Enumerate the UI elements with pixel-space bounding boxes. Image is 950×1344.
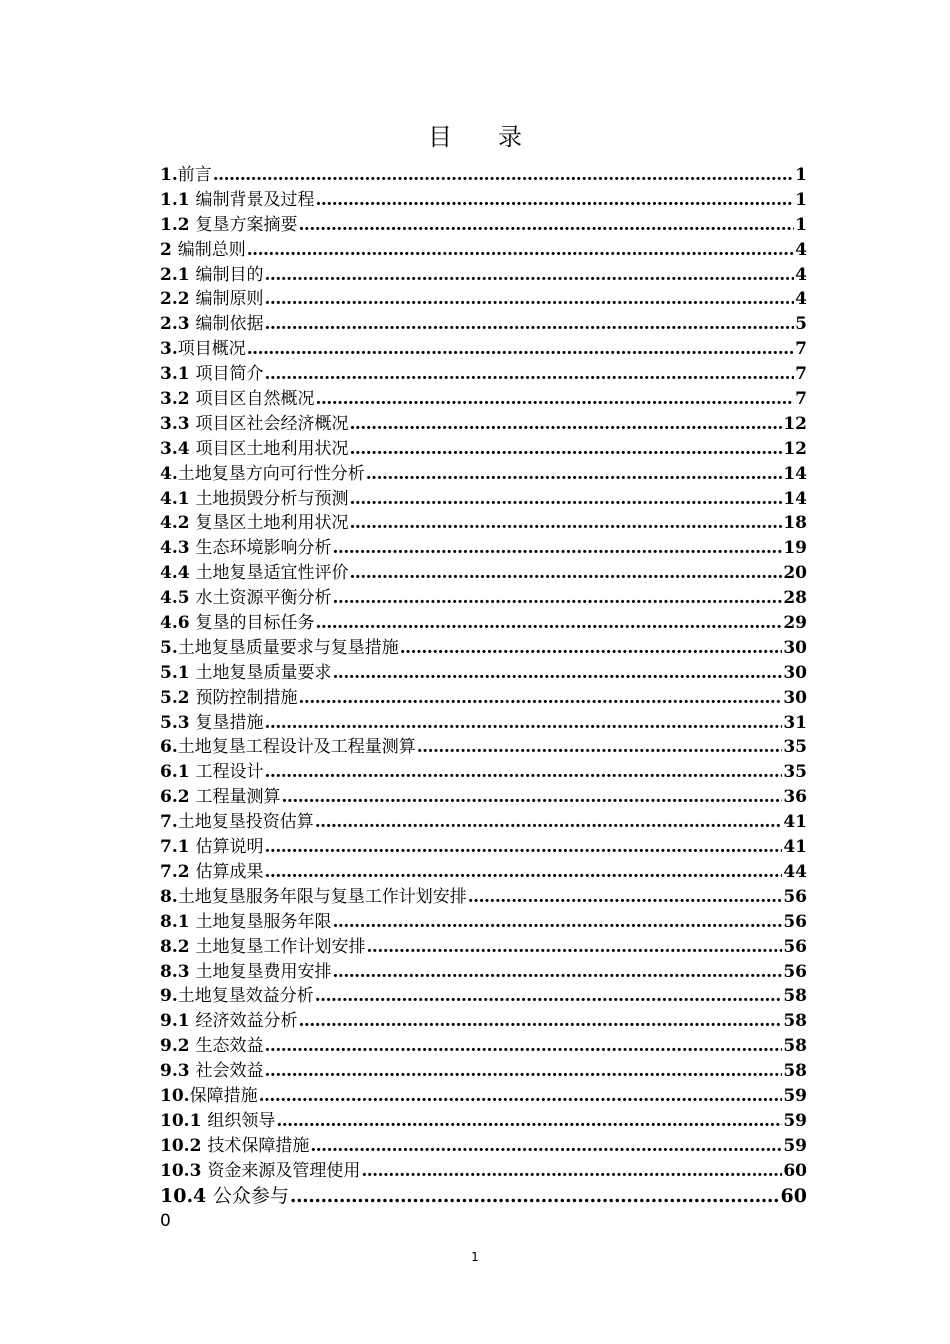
toc-entry-page: 12 [783,413,807,434]
toc-entry-page: 30 [783,662,807,683]
toc-entry-leader [350,561,783,586]
toc-entry-leader [265,835,783,860]
toc-entry-label [160,1184,289,1209]
toc-entry[interactable] [160,238,807,263]
toc-entry-page: 12 [783,438,807,459]
toc-entry-text: 土地复垦服务年限 [195,911,332,932]
toc-entry-label [160,661,332,686]
toc-entry-label [160,1109,275,1134]
toc-entry-page: 7 [795,339,807,360]
toc-entry-number: 2.3 [160,314,196,335]
toc-entry-text: 项目简介 [195,364,264,385]
toc-entry-page: 59 [783,1135,807,1156]
toc-entry-leader [265,1034,783,1059]
toc-entry[interactable] [160,412,807,437]
toc-entry[interactable] [160,1134,807,1159]
toc-entry-number: 2 [160,239,178,260]
toc-entry-page: 58 [783,986,807,1007]
toc-entry-leader [333,910,783,935]
toc-entry-label [160,387,315,412]
toc-entry-number: 9.1 [160,1011,196,1032]
toc-entry[interactable] [160,213,807,238]
toc-entry[interactable] [160,437,807,462]
toc-entry-label [160,760,264,785]
toc-entry-number: 4.3 [160,538,196,559]
toc-title-right: 录 [498,123,522,151]
toc-entry-text: 土地复垦服务年限与复垦工作计划安排 [177,886,467,907]
toc-entry[interactable] [160,586,807,611]
toc-entry-page: 14 [783,488,807,509]
toc-title-left: 目 [428,123,452,151]
toc-entry-number: 2.1 [160,264,196,285]
toc-entry-leader [333,586,783,611]
toc-entry-label [160,487,349,512]
toc-entry-label [160,960,332,985]
toc-entry-leader [213,163,794,188]
toc-entry-label [160,686,298,711]
toc-entry-page: 4 [795,289,807,310]
toc-entry-leader [367,935,783,960]
toc-entry-page: 14 [783,463,807,484]
toc-entry-number: 2.2 [160,289,196,310]
toc-entry-label [160,287,264,312]
toc-entry-number: 10.1 [160,1110,208,1131]
toc-entry-text: 土地复垦工作计划安排 [195,936,366,957]
toc-entry-page: 60 [783,1160,807,1181]
toc-entry-page: 44 [783,861,807,882]
toc-entry-number: 8.3 [160,961,196,982]
toc-entry-page: 60 [780,1184,807,1207]
toc-entry-leader [265,860,783,885]
toc-entry-number: 10.4 [160,1184,213,1207]
toc-entry-number: 4. [160,463,178,484]
toc-entry[interactable] [160,1034,807,1059]
toc-entry-text: 估算成果 [195,861,264,882]
toc-entry[interactable] [160,188,807,213]
toc-entry-text: 土地复垦费用安排 [195,961,332,982]
toc-entry[interactable] [160,760,807,785]
toc-entry-label [160,611,315,636]
toc-entry-leader [350,487,783,512]
toc-entry-number: 6.2 [160,787,196,808]
toc-entry-number: 5.3 [160,712,196,733]
toc-entry-text: 生态效益 [195,1036,264,1057]
toc-entry-number: 6.1 [160,762,196,783]
toc-entry[interactable] [160,337,807,362]
toc-entry[interactable] [160,810,807,835]
toc-entry-text: 前言 [177,165,212,185]
toc-entry-number: 1.1 [160,189,196,210]
toc-entry-number: 10.2 [160,1135,208,1156]
toc-entry-page: 31 [783,712,807,733]
toc-entry-number: 8.1 [160,911,196,932]
toc-entry-leader [276,1109,782,1134]
toc-entry-number: 4.6 [160,613,196,634]
toc-entry-page: 5 [795,314,807,335]
page-number: 1 [471,1250,479,1264]
toc-entry-text: 工程量测算 [195,787,281,808]
toc-entry-label [160,561,349,586]
toc-entry-label [160,1159,360,1184]
toc-entry-page: 56 [783,936,807,957]
toc-entry-number: 7.1 [160,837,196,858]
toc-entry-leader [400,636,783,661]
toc-entry-label [160,337,246,362]
toc-entry-label [160,910,332,935]
toc-entry-number: 3.3 [160,413,196,434]
toc-entry-leader [366,462,783,487]
toc-title [0,122,950,152]
toc-entry[interactable] [160,1184,807,1209]
toc-entry-label [160,810,314,835]
toc-entry[interactable] [160,835,807,860]
toc-entry-text: 土地复垦效益分析 [177,986,314,1007]
toc-entry[interactable] [160,362,807,387]
toc-entry-page: 35 [783,762,807,783]
toc-entry-leader [350,412,783,437]
toc-entry-text: 保障措施 [189,1085,258,1106]
toc-entry-text: 复垦的目标任务 [195,613,315,634]
toc-entry-text: 经济效益分析 [195,1011,298,1032]
toc-entry-text: 编制依据 [195,314,264,335]
toc-entry-number: 1. [160,165,178,185]
toc-entry-number: 9. [160,986,178,1007]
toc-entry-leader [265,287,795,312]
toc-entry-leader [333,661,783,686]
toc-entry-text: 土地复垦质量要求与复垦措施 [177,637,399,658]
toc-entry[interactable] [160,910,807,935]
toc-entry-leader [315,984,783,1009]
toc-entry-number: 3.4 [160,438,196,459]
toc-entry[interactable] [160,462,807,487]
toc-entry-label [160,984,314,1009]
toc-entry-label [160,935,366,960]
toc-entry-label [160,437,349,462]
toc-entry-page: 58 [783,1011,807,1032]
toc-entry-number: 3.1 [160,364,196,385]
toc-entry[interactable] [160,287,807,312]
toc-entry-page: 29 [783,613,807,634]
toc-entry[interactable] [160,711,807,736]
toc-entry-text: 技术保障措施 [207,1135,310,1156]
toc-entry-leader [265,263,795,288]
toc-entry[interactable] [160,935,807,960]
toc-entry[interactable] [160,1009,807,1034]
toc-entry-number: 9.3 [160,1061,196,1082]
toc-entry-label [160,1009,298,1034]
toc-entry-page: 59 [783,1110,807,1131]
toc-entry-text: 编制背景及过程 [195,189,315,210]
toc-entry-leader [265,711,783,736]
toc-entry-leader [316,611,783,636]
toc-entry-label [160,1084,258,1109]
toc-entry-leader [316,387,795,412]
toc-entry-text: 项目概况 [177,339,246,360]
toc-entry-number: 4.5 [160,588,196,609]
toc-entry-label [160,835,264,860]
toc-entry-text: 土地复垦投资估算 [177,812,314,833]
toc-entry[interactable] [160,511,807,536]
toc-entry-text: 复垦措施 [195,712,264,733]
toc-entry[interactable] [160,561,807,586]
toc-entry-label [160,711,264,736]
toc-entry-label [160,735,416,760]
toc-entry-label [160,462,365,487]
toc-entry-leader [361,1159,782,1184]
toc-entry-leader [315,810,783,835]
toc-entry-text: 预防控制措施 [195,687,298,708]
toc-entry-label [160,1034,264,1059]
toc-entry-page: 58 [783,1036,807,1057]
toc-entry-leader [310,1134,782,1159]
toc-entry-page: 56 [783,961,807,982]
toc-entry[interactable] [160,885,807,910]
toc-entry-number: 10.3 [160,1160,208,1181]
toc-entry-text: 水土资源平衡分析 [195,588,332,609]
toc-entry-text: 土地复垦质量要求 [195,662,332,683]
toc-entry[interactable] [160,163,807,188]
toc-entry-page: 41 [783,812,807,833]
toc-entry-text: 项目区社会经济概况 [195,413,349,434]
toc-entry-label [160,213,298,238]
toc-entry-leader [247,337,794,362]
toc-entry-leader [265,362,795,387]
toc-entry-label [160,885,467,910]
toc-entry[interactable] [160,387,807,412]
toc-entry-label [160,263,264,288]
toc-entry-leader [265,312,795,337]
toc-entry-label [160,362,264,387]
toc-entry-page: 4 [795,239,807,260]
toc-entry-page: 30 [783,687,807,708]
toc-entry-number: 4.4 [160,563,196,584]
toc-entry-text: 组织领导 [207,1110,276,1131]
toc-entry-page: 4 [795,264,807,285]
toc-entry-leader [247,238,794,263]
toc-entry-leader [468,885,783,910]
toc-entry-label [160,785,281,810]
toc-entry-page: 58 [783,1061,807,1082]
toc-entry-number: 7. [160,812,178,833]
stray-text: 0 [160,1211,171,1231]
toc-entry-page: 59 [783,1085,807,1106]
toc-entry-text: 项目区自然概况 [195,389,315,410]
toc-entry-number: 8.2 [160,936,196,957]
toc-entry-page: 7 [795,364,807,385]
toc-entry-text: 估算说明 [195,837,264,858]
toc-entry-leader [299,1009,783,1034]
toc-entry-page: 30 [783,637,807,658]
toc-entry-text: 复垦区土地利用状况 [195,513,349,534]
toc-entry[interactable] [160,984,807,1009]
toc-entry-text: 资金来源及管理使用 [207,1160,361,1181]
toc-entry-text: 复垦方案摘要 [195,214,298,235]
toc-entry-leader [350,511,783,536]
toc-entry-leader [299,686,783,711]
toc-entry-page: 1 [795,165,807,185]
toc-entry-label [160,188,315,213]
toc-entry[interactable] [160,611,807,636]
toc-entry-page: 56 [783,886,807,907]
toc-entry-leader [333,960,783,985]
toc-entry-number: 9.2 [160,1036,196,1057]
toc-entry-number: 5. [160,637,178,658]
toc-entry[interactable] [160,536,807,561]
toc-entry-label [160,536,332,561]
toc-entry-number: 4.2 [160,513,196,534]
toc-entry-text: 编制目的 [195,264,264,285]
toc-entry-page: 7 [795,389,807,410]
toc-entry[interactable] [160,636,807,661]
toc-entry-text: 土地损毁分析与预测 [195,488,349,509]
toc-entry-label [160,163,212,188]
toc-entry-leader [282,785,783,810]
toc-entry-leader [265,760,783,785]
toc-entry-page: 1 [795,189,807,210]
toc-entry-label [160,312,264,337]
toc-entry-leader [299,213,795,238]
toc-entry-page: 41 [783,837,807,858]
toc-entry[interactable] [160,960,807,985]
toc-entry[interactable] [160,860,807,885]
toc-entry[interactable] [160,312,807,337]
toc-entry-number: 7.2 [160,861,196,882]
toc-entry-number: 5.1 [160,662,196,683]
toc-entry[interactable] [160,735,807,760]
toc-entry-label [160,1059,264,1084]
toc-entry-text: 土地复垦适宜性评价 [195,563,349,584]
toc-entry-number: 3.2 [160,389,196,410]
toc-entry[interactable] [160,1159,807,1184]
toc-entry-label [160,238,246,263]
toc-entry-leader [316,188,795,213]
toc-entry-leader [350,437,783,462]
toc-entry-label [160,511,349,536]
toc-entry-text: 社会效益 [195,1061,264,1082]
toc-entry-number: 4.1 [160,488,196,509]
toc-entry-text: 工程设计 [195,762,264,783]
toc-entry-page: 20 [783,563,807,584]
toc-entry[interactable] [160,1084,807,1109]
toc-entry-label [160,586,332,611]
toc-entry[interactable] [160,487,807,512]
toc-entry-text: 公众参与 [212,1184,289,1207]
toc-entry[interactable] [160,661,807,686]
toc-entry-text: 编制总则 [177,239,246,260]
toc-entry-text: 生态环境影响分析 [195,538,332,559]
toc-entry-page: 18 [783,513,807,534]
toc-entry-leader [333,536,783,561]
toc-entry-page: 36 [783,787,807,808]
toc-entry-number: 6. [160,737,178,758]
toc-entry-leader [417,735,783,760]
toc-entry[interactable] [160,785,807,810]
toc-entry[interactable] [160,686,807,711]
toc-entry-text: 土地复垦方向可行性分析 [177,463,365,484]
toc-entry-page: 28 [783,588,807,609]
toc-entry-number: 8. [160,886,178,907]
toc-entry[interactable] [160,263,807,288]
toc-entry-number: 5.2 [160,687,196,708]
table-of-contents [160,163,807,1208]
toc-entry-number: 3. [160,339,178,360]
toc-entry-text: 土地复垦工程设计及工程量测算 [177,737,416,758]
toc-entry-label [160,860,264,885]
toc-entry-leader [265,1059,783,1084]
toc-entry-leader [290,1184,780,1209]
toc-entry-page: 1 [795,214,807,235]
toc-entry-number: 1.2 [160,214,196,235]
toc-entry[interactable] [160,1059,807,1084]
toc-entry-leader [259,1084,783,1109]
toc-entry[interactable] [160,1109,807,1134]
toc-entry-page: 56 [783,911,807,932]
toc-entry-label [160,636,399,661]
toc-entry-label [160,412,349,437]
toc-entry-page: 19 [783,538,807,559]
toc-entry-text: 项目区土地利用状况 [195,438,349,459]
toc-entry-number: 10. [160,1085,190,1106]
toc-entry-label [160,1134,309,1159]
toc-entry-text: 编制原则 [195,289,264,310]
toc-entry-page: 35 [783,737,807,758]
